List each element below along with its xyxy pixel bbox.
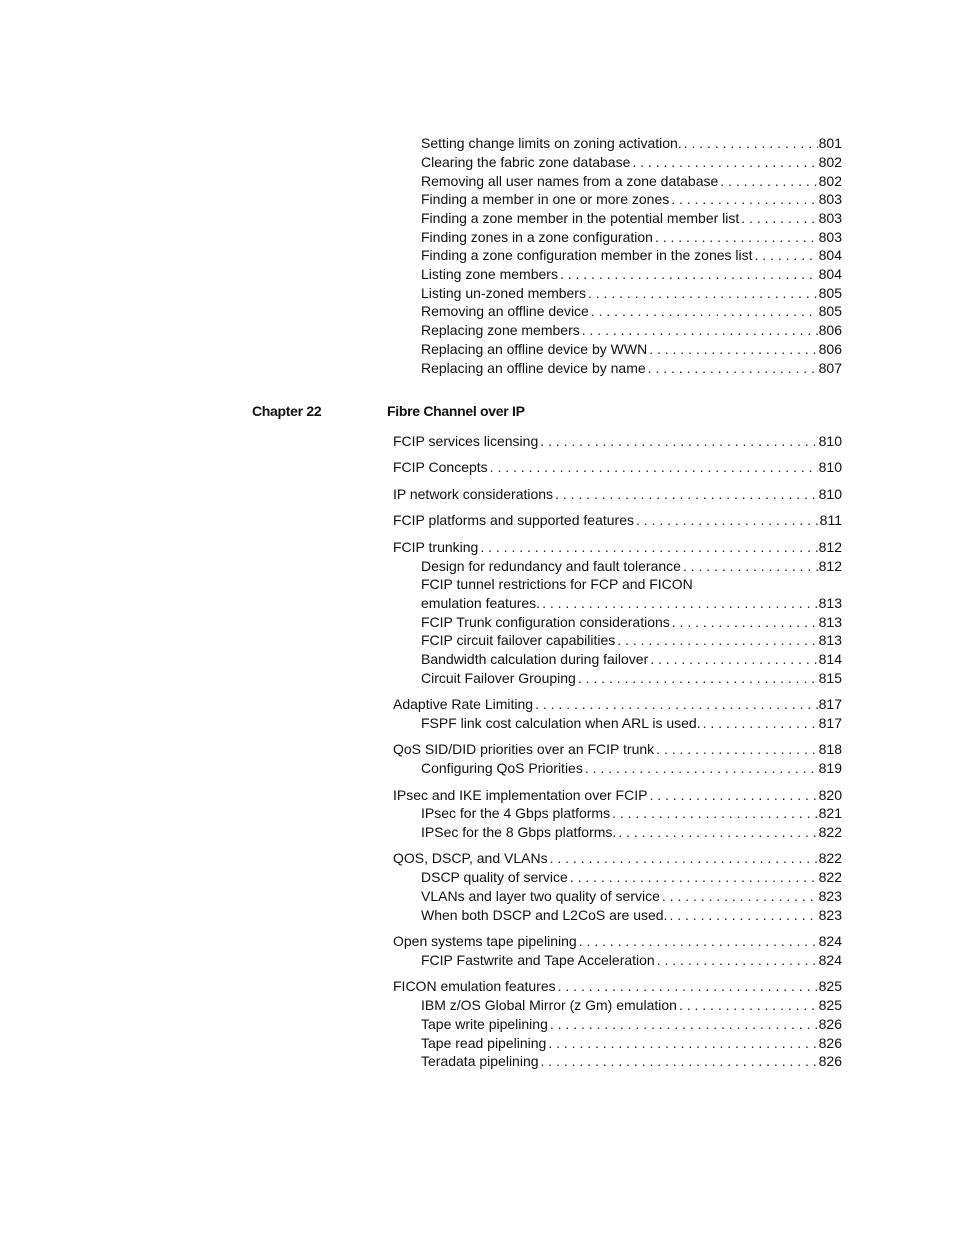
toc-entry-page: 826 xyxy=(818,1016,842,1032)
dot-leader xyxy=(684,134,818,153)
toc-entry[interactable] xyxy=(421,190,842,209)
toc-entry-title: FSPF link cost calculation when ARL is used. xyxy=(421,715,701,731)
toc-entry-title: Circuit Failover Grouping xyxy=(421,670,576,686)
toc-entry-title: FCIP Fastwrite and Tape Acceleration xyxy=(421,952,655,968)
toc-entry-page: 826 xyxy=(818,1053,842,1069)
toc-entry[interactable] xyxy=(393,538,842,557)
toc-entry[interactable] xyxy=(421,613,842,632)
toc-entry[interactable] xyxy=(421,153,842,172)
toc-entry[interactable] xyxy=(393,849,842,868)
toc-entry[interactable] xyxy=(421,321,842,340)
toc-entry[interactable] xyxy=(393,432,842,451)
toc-entry-title: Removing all user names from a zone database xyxy=(421,173,719,189)
toc-entry-page: 801 xyxy=(818,135,842,151)
dot-leader xyxy=(490,458,818,477)
dot-leader xyxy=(540,432,817,451)
dot-leader xyxy=(570,868,818,887)
toc-entry-page: 822 xyxy=(818,869,842,885)
toc-entry[interactable] xyxy=(421,714,842,733)
toc-entry-title: IPsec for the 4 Gbps platforms xyxy=(421,805,611,821)
dot-leader xyxy=(555,485,818,504)
dot-leader xyxy=(755,246,818,265)
dot-leader xyxy=(585,759,818,778)
toc-entry-title: Setting change limits on zoning activation. xyxy=(421,135,682,151)
toc-entry-page: 810 xyxy=(818,486,842,502)
toc-entry[interactable] xyxy=(393,977,842,996)
toc-entry-title: FICON emulation features xyxy=(393,978,556,994)
toc-entry-title: Configuring QoS Priorities xyxy=(421,760,583,776)
dot-leader xyxy=(578,669,818,688)
toc-entry-page: 814 xyxy=(818,651,842,667)
toc-entry-title: QoS SID/DID priorities over an FCIP trunk xyxy=(393,741,655,757)
toc-entry-title: IPsec and IKE implementation over FCIP xyxy=(393,787,648,803)
toc-entry[interactable] xyxy=(421,1052,842,1071)
toc-entry[interactable] xyxy=(421,868,842,887)
toc-entry-page: 815 xyxy=(818,670,842,686)
toc-entry[interactable] xyxy=(421,650,842,669)
toc-entry-page: 803 xyxy=(818,229,842,245)
toc-entry[interactable] xyxy=(393,485,842,504)
toc-entry-title: QOS, DSCP, and VLANs xyxy=(393,850,548,866)
toc-entry-title: Finding a zone configuration member in the zones list xyxy=(421,247,753,263)
toc-entry[interactable] xyxy=(421,228,842,247)
toc-entry[interactable] xyxy=(393,932,842,951)
toc-entry-page: 813 xyxy=(818,614,842,630)
toc-entry[interactable] xyxy=(421,823,842,842)
dot-leader xyxy=(650,650,817,669)
toc-entry-page: 805 xyxy=(818,303,842,319)
toc-entry-title: Bandwidth calculation during failover xyxy=(421,651,649,667)
toc-entry[interactable] xyxy=(421,284,842,303)
dot-leader xyxy=(672,613,818,632)
dot-leader xyxy=(656,740,817,759)
toc-entry-page: 824 xyxy=(818,933,842,949)
toc-entry[interactable] xyxy=(421,1015,842,1034)
dot-leader xyxy=(649,786,817,805)
dot-leader xyxy=(618,823,817,842)
dot-leader xyxy=(657,951,818,970)
toc-entry[interactable] xyxy=(421,265,842,284)
dot-leader xyxy=(632,153,817,172)
toc-entry-title: emulation features. xyxy=(421,595,541,611)
toc-entry-title: Listing zone members xyxy=(421,266,558,282)
dot-leader xyxy=(679,996,818,1015)
toc-entry-page: 805 xyxy=(818,285,842,301)
toc-entry[interactable] xyxy=(421,631,842,650)
toc-entry-title: When both DSCP and L2CoS are used. xyxy=(421,907,668,923)
toc-entry[interactable] xyxy=(421,1034,842,1053)
dot-leader xyxy=(541,1052,818,1071)
dot-leader xyxy=(683,557,818,576)
toc-entry-page: 804 xyxy=(818,266,842,282)
toc-entry-page: 822 xyxy=(818,850,842,866)
dot-leader xyxy=(703,714,818,733)
toc-entry-page: 820 xyxy=(818,787,842,803)
toc-entry-page: 812 xyxy=(818,539,842,555)
dot-leader xyxy=(669,906,817,925)
toc-entry-title: Teradata pipelining xyxy=(421,1053,539,1069)
toc-entry[interactable] xyxy=(421,951,842,970)
toc-entry-page: 813 xyxy=(818,595,842,611)
dot-leader xyxy=(542,594,818,613)
dot-leader xyxy=(579,932,818,951)
dot-leader xyxy=(535,695,818,714)
dot-leader xyxy=(662,887,818,906)
dot-leader xyxy=(560,265,818,284)
toc-entry-title: FCIP trunking xyxy=(393,539,479,555)
toc-entry-title: Replacing an offline device by name xyxy=(421,360,646,376)
toc-entry-page: 812 xyxy=(818,558,842,574)
toc-entry-title: FCIP circuit failover capabilities xyxy=(421,632,616,648)
dot-leader xyxy=(548,1034,817,1053)
toc-entry[interactable] xyxy=(421,669,842,688)
toc-entry-page: 811 xyxy=(819,512,842,528)
toc-entry[interactable] xyxy=(421,557,842,576)
toc-entry-page: 824 xyxy=(818,952,842,968)
toc-entry-title: Finding zones in a zone configuration xyxy=(421,229,653,245)
toc-entry-page: 819 xyxy=(818,760,842,776)
toc-entry-title: Design for redundancy and fault tolerance xyxy=(421,558,681,574)
toc-entry[interactable] xyxy=(393,786,842,805)
dot-leader xyxy=(741,209,817,228)
dot-leader xyxy=(582,321,818,340)
dot-leader xyxy=(655,228,818,247)
chapter-label: Chapter 22 xyxy=(252,403,322,419)
toc-entry[interactable] xyxy=(393,740,842,759)
toc-entry-title: FCIP Trunk configuration considerations xyxy=(421,614,670,630)
dot-leader xyxy=(612,804,818,823)
toc-entry-title: Listing un-zoned members xyxy=(421,285,586,301)
toc-entry-title: IP network considerations xyxy=(393,486,554,502)
toc-entry[interactable] xyxy=(421,996,842,1015)
toc-entry[interactable] xyxy=(393,695,842,714)
toc-entry[interactable] xyxy=(393,511,842,530)
toc-entry-title: Finding a zone member in the potential member list xyxy=(421,210,740,226)
toc-entry-title: Removing an offline device xyxy=(421,303,589,319)
toc-entry[interactable] xyxy=(421,359,842,378)
toc-entry-page: 826 xyxy=(818,1035,842,1051)
toc-entry[interactable] xyxy=(421,134,842,153)
dot-leader xyxy=(558,977,818,996)
toc-entry-title: Open systems tape pipelining xyxy=(393,933,577,949)
dot-leader xyxy=(550,1015,818,1034)
toc-entry[interactable] xyxy=(421,246,842,265)
dot-leader xyxy=(550,849,818,868)
toc-entry-page: 806 xyxy=(818,322,842,338)
toc-entry-page: 803 xyxy=(818,210,842,226)
dot-leader xyxy=(591,302,818,321)
toc-entry-title: FCIP services licensing xyxy=(393,433,539,449)
toc-entry-title: Finding a member in one or more zones xyxy=(421,191,670,207)
toc-entry-title: Adaptive Rate Limiting xyxy=(393,696,534,712)
toc-entry-page: 822 xyxy=(818,824,842,840)
toc-entry-title-line[interactable]: FCIP tunnel restrictions for FCP and FICON xyxy=(421,576,693,592)
toc-entry[interactable] xyxy=(421,804,842,823)
toc-entry-title: Clearing the fabric zone database xyxy=(421,154,631,170)
toc-entry-page: 823 xyxy=(818,907,842,923)
toc-entry-page: 817 xyxy=(818,696,842,712)
toc-entry-title: Replacing an offline device by WWN xyxy=(421,341,648,357)
toc-entry-title: Tape write pipelining xyxy=(421,1016,548,1032)
toc-entry-title: FCIP Concepts xyxy=(393,459,488,475)
toc-entry-page: 803 xyxy=(818,191,842,207)
toc-entry-page: 804 xyxy=(818,247,842,263)
toc-entry-title: Replacing zone members xyxy=(421,322,580,338)
toc-entry[interactable] xyxy=(421,906,842,925)
toc-entry-page: 802 xyxy=(818,154,842,170)
toc-entry[interactable] xyxy=(421,887,842,906)
chapter-title[interactable]: Fibre Channel over IP xyxy=(387,403,525,419)
toc-entry-page: 810 xyxy=(818,433,842,449)
toc-entry-page: 821 xyxy=(818,805,842,821)
dot-leader xyxy=(671,190,817,209)
toc-entry-page: 825 xyxy=(818,997,842,1013)
toc-entry[interactable] xyxy=(421,172,842,191)
toc-entry[interactable] xyxy=(421,209,842,228)
toc-entry-page: 823 xyxy=(818,888,842,904)
dot-leader xyxy=(649,340,817,359)
toc-entry-title: FCIP platforms and supported features xyxy=(393,512,634,528)
toc-entry-page: 806 xyxy=(818,341,842,357)
toc-entry[interactable] xyxy=(421,759,842,778)
toc-entry-page: 818 xyxy=(818,741,842,757)
toc-entry[interactable] xyxy=(421,594,842,613)
toc-entry-page: 810 xyxy=(818,459,842,475)
toc-entry-title: DSCP quality of service xyxy=(421,869,568,885)
toc-entry-title: Tape read pipelining xyxy=(421,1035,547,1051)
toc-entry-title: IPSec for the 8 Gbps platforms. xyxy=(421,824,617,840)
dot-leader xyxy=(720,172,817,191)
dot-leader xyxy=(480,538,817,557)
dot-leader xyxy=(636,511,819,530)
dot-leader xyxy=(648,359,818,378)
dot-leader xyxy=(617,631,817,650)
toc-entry-page: 802 xyxy=(818,173,842,189)
toc-entry-title: VLANs and layer two quality of service xyxy=(421,888,660,904)
toc-entry-page: 807 xyxy=(818,360,842,376)
toc-entry[interactable] xyxy=(421,302,842,321)
toc-entry-title: IBM z/OS Global Mirror (z Gm) emulation xyxy=(421,997,677,1013)
toc-entry-page: 817 xyxy=(818,715,842,731)
dot-leader xyxy=(588,284,818,303)
toc-entry[interactable] xyxy=(421,340,842,359)
toc-entry-page: 813 xyxy=(818,632,842,648)
toc-entry-page: 825 xyxy=(818,978,842,994)
toc-entry[interactable] xyxy=(393,458,842,477)
